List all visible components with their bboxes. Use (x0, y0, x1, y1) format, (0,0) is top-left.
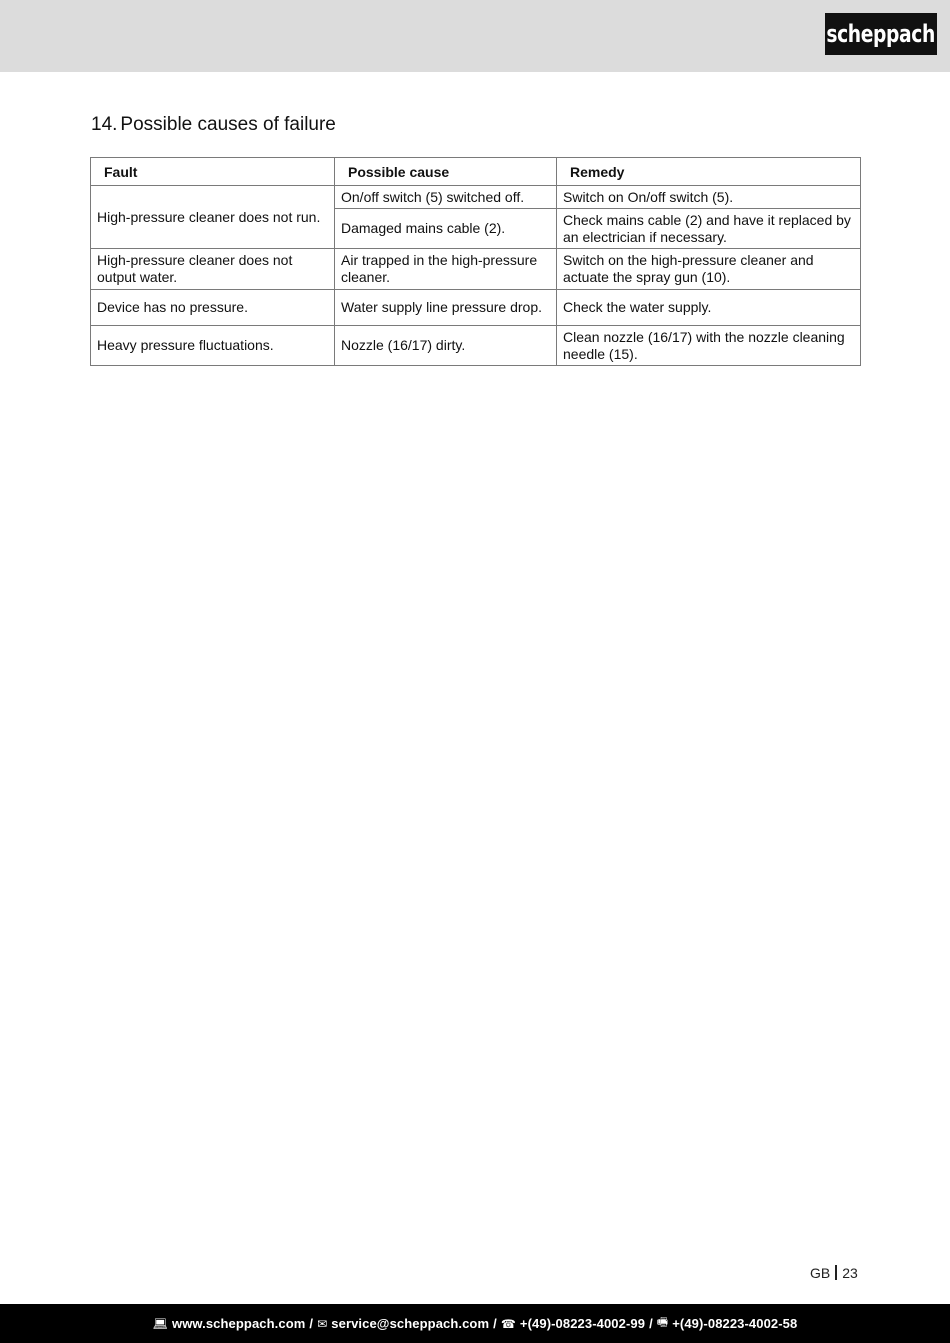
footer-website[interactable]: www.scheppach.com (171, 1316, 306, 1331)
cause-cell: Damaged mains cable (2). (335, 209, 557, 249)
computer-icon: 💻︎ (152, 1316, 168, 1331)
fault-cell: Heavy pressure fluctuations. (91, 326, 335, 366)
remedy-cell: Check mains cable (2) and have it replaced by an electrician if necessary. (557, 209, 861, 249)
fault-cell: High-pressure cleaner does not output water. (91, 249, 335, 290)
footer-email[interactable]: service@scheppach.com (331, 1316, 490, 1331)
footer-fax: +(49)-08223-4002-58 (672, 1316, 798, 1331)
footer-phone: +(49)-08223-4002-99 (519, 1316, 646, 1331)
table-row (91, 186, 861, 209)
header-band (0, 0, 950, 72)
fault-cell: Device has no pressure. (91, 290, 335, 326)
remedy-cell: Clean nozzle (16/17) with the nozzle cleaning needle (15). (557, 326, 861, 366)
page-number-separator (835, 1265, 837, 1280)
header-remedy: Remedy (557, 158, 861, 186)
fault-cell: High-pressure cleaner does not run. (91, 186, 335, 249)
page-number (810, 1265, 858, 1281)
remedy-cell: Check the water supply. (557, 290, 861, 326)
section-number: 14. (91, 114, 118, 135)
remedy-cell: Switch on the high-pressure cleaner and actuate the spray gun (10). (557, 249, 861, 290)
fault-table (90, 157, 861, 366)
footer-contact-bar (0, 1304, 950, 1343)
section-title (91, 114, 336, 136)
phone-icon: ☎︎ (500, 1316, 516, 1331)
page-number-value: 23 (842, 1265, 858, 1281)
header-possible-cause: Possible cause (335, 158, 557, 186)
cause-cell: Air trapped in the high-pressure cleaner. (335, 249, 557, 290)
table-row (91, 326, 861, 366)
cause-cell: Nozzle (16/17) dirty. (335, 326, 557, 366)
fax-icon: 🖷︎ (656, 1315, 669, 1329)
cause-cell: On/off switch (5) switched off. (335, 186, 557, 209)
footer-separator: / (493, 1316, 497, 1331)
table-header-row (91, 158, 861, 186)
table-row (91, 290, 861, 326)
footer-separator: / (309, 1316, 314, 1331)
remedy-cell: Switch on On/off switch (5). (557, 186, 861, 209)
cause-cell: Water supply line pressure drop. (335, 290, 557, 326)
scheppach-logo: scheppach (825, 13, 937, 55)
header-fault: Fault (91, 158, 335, 186)
page-language: GB (810, 1265, 831, 1281)
email-icon: ✉︎ (317, 1316, 328, 1331)
footer-separator: / (649, 1316, 653, 1331)
section-title-text: Possible causes of failure (120, 114, 336, 135)
table-row (91, 249, 861, 290)
